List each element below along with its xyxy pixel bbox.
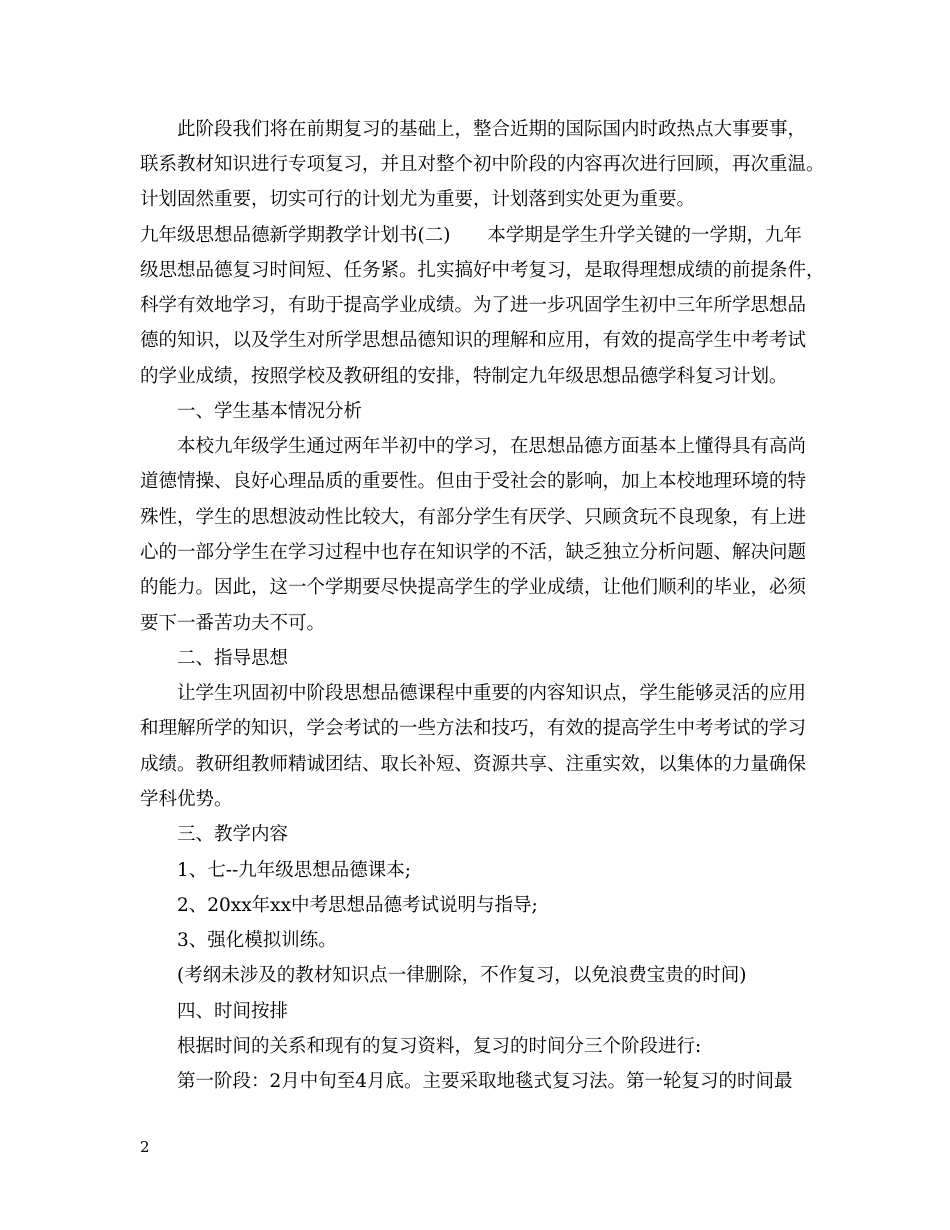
list-item: 1、七--九年级思想品德课本; bbox=[140, 860, 412, 881]
text-line: 让学生巩固初中阶段思想品德课程中重要的内容知识点，学生能够灵活的应用 bbox=[140, 683, 807, 704]
text-line: 级思想品德复习时间短、任务紧。扎实搞好中考复习，是取得理想成绩的前提条件， bbox=[140, 260, 825, 281]
text-line: 计划固然重要，切实可行的计划尤为重要，计划落到实处更为重要。 bbox=[140, 189, 696, 210]
section-heading: 二、指导思想 bbox=[140, 648, 289, 669]
text-line: 道德情操、良好心理品质的重要性。但由于受社会的影响，加上本校地理环境的特 bbox=[140, 471, 807, 492]
text-line: (考纲未涉及的教材知识点一律删除，不作复习，以免浪费宝贵的时间) bbox=[140, 965, 747, 986]
text-line: 成绩。教研组教师精诚团结、取长补短、资源共享、注重实效，以集体的力量确保 bbox=[140, 754, 807, 775]
text-line: 殊性，学生的思想波动性比较大，有部分学生有厌学、只顾贪玩不良现象，有上进 bbox=[140, 507, 807, 528]
text-line: 的学业成绩，按照学校及教研组的安排，特制定九年级思想品德学科复习计划。 bbox=[140, 366, 788, 387]
text-line: 第一阶段：2月中旬至4月底。主要采取地毯式复习法。第一轮复习的时间最 bbox=[140, 1071, 793, 1092]
section-heading: 三、教学内容 bbox=[140, 824, 289, 845]
text-line: 要下一番苦功夫不可。 bbox=[140, 613, 326, 634]
text-line: 科学有效地学习，有助于提高学业成绩。为了进一步巩固学生初中三年所学思想品 bbox=[140, 295, 807, 316]
list-item: 2、20xx年xx中考思想品德考试说明与指导; bbox=[140, 895, 538, 916]
text-line: 九年级思想品德新学期教学计划书(二) 本学期是学生升学关键的一学期，九年 bbox=[140, 225, 802, 246]
text-line: 和理解所学的知识，学会考试的一些方法和技巧，有效的提高学生中考考试的学习 bbox=[140, 718, 807, 739]
text-line: 本校九年级学生通过两年半初中的学习，在思想品德方面基本上懂得具有高尚 bbox=[140, 436, 807, 457]
text-line: 心的一部分学生在学习过程中也存在知识学的不活，缺乏独立分析问题、解决问题 bbox=[140, 542, 807, 563]
section-heading: 一、学生基本情况分析 bbox=[140, 401, 363, 422]
text-line: 此阶段我们将在前期复习的基础上，整合近期的国际国内时政热点大事要事， bbox=[140, 119, 807, 140]
list-item: 3、强化模拟训练。 bbox=[140, 930, 337, 951]
section-heading: 四、时间按排 bbox=[140, 1001, 289, 1022]
text-line: 的能力。因此，这一个学期要尽快提高学生的学业成绩，让他们顺利的毕业，必须 bbox=[140, 577, 807, 598]
page-number: 2 bbox=[140, 1138, 150, 1156]
text-line: 学科优势。 bbox=[140, 789, 233, 810]
text-line: 根据时间的关系和现有的复习资料，复习的时间分三个阶段进行: bbox=[140, 1036, 702, 1057]
text-line: 德的知识，以及学生对所学思想品德知识的理解和应用，有效的提高学生中考考试 bbox=[140, 330, 807, 351]
text-line: 联系教材知识进行专项复习，并且对整个初中阶段的内容再次进行回顾，再次重温。 bbox=[140, 154, 825, 175]
